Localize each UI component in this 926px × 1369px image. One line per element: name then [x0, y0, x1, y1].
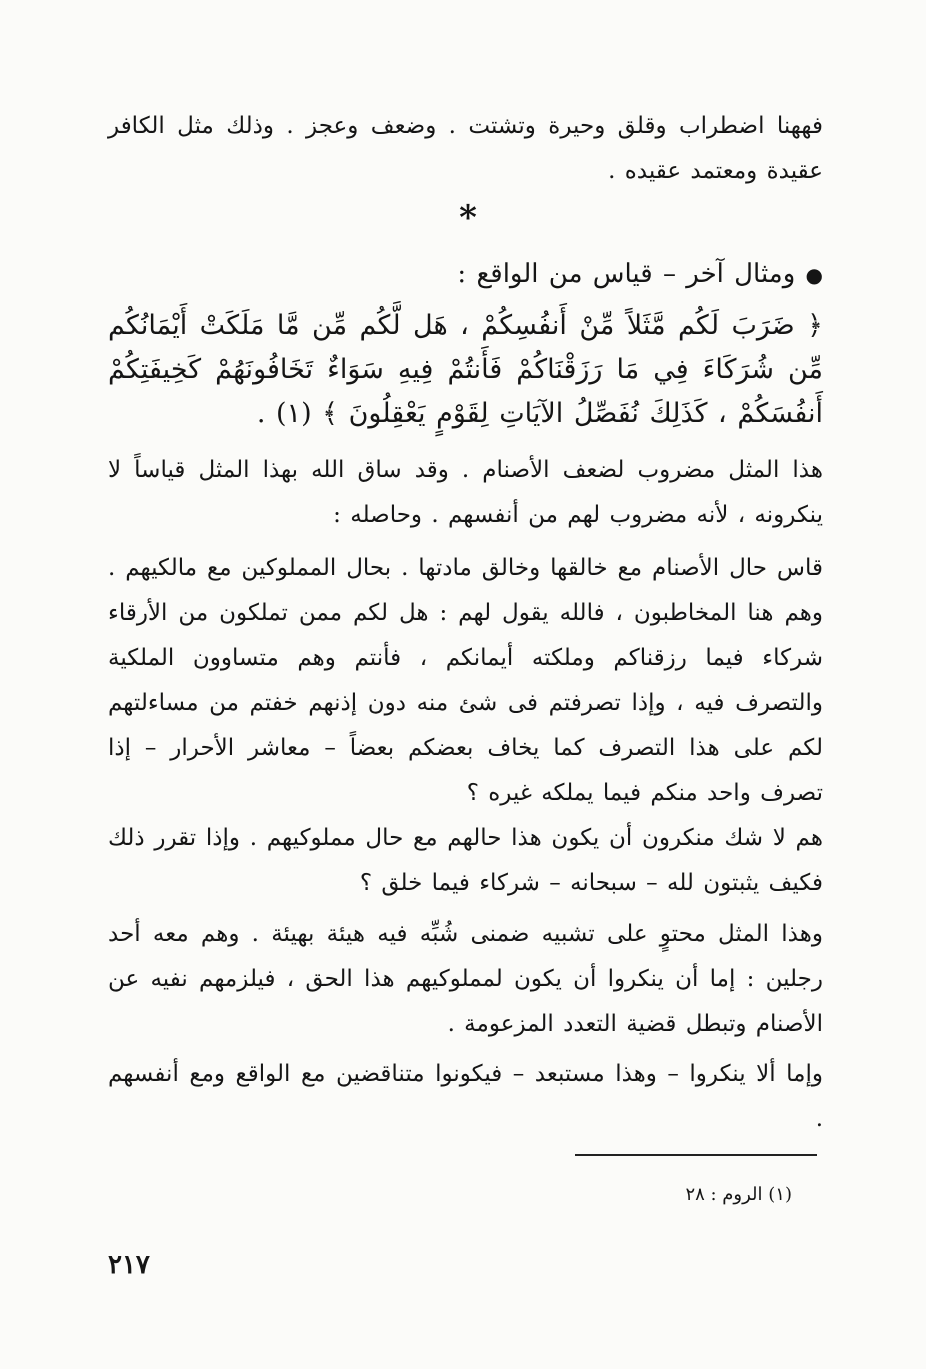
page-number: ٢١٧ [108, 1250, 150, 1280]
paragraph-intro: فههنا اضطراب وقلق وحيرة وتشتت . وضعف وعجز . وذلك مثل الكافر عقيدة ومعتمد عقيده . [108, 113, 823, 184]
bullet-icon: ● [805, 263, 823, 287]
paragraph-analogy: قاس حال الأصنام مع خالقها وخالق مادتها . بحال المملوكين مع مالكيهم . وهم هنا المخاطبون ، فالله يقول لهم : هل لكم ممن تملكون من الأرقاء شركاء فيما رزقناكم وملكته أيمانكم ، فأنتم وهم متساوون الملكية والتصرف فيه ، وإذا تصرفتم فى شئ منه دون إذنهم خفتم من مساءلتهم لكم على هذا التصرف كما يخاف بعضكم بعضاً – معاشر الأحرار – إذا تصرف واحد منكم فيما يملكه غيره ؟ [108, 555, 823, 806]
paragraph-conclusion: هم لا شك منكرون أن يكون هذا حالهم مع حال مملوكيهم . وإذا تقرر ذلك فكيف يثبتون لله – سبحانه – شركاء فيما خلق ؟ [108, 825, 823, 896]
footnote: (١) الروم : ٢٨ [685, 1184, 792, 1205]
paragraph-explanation: هذا المثل مضروب لضعف الأصنام . وقد ساق الله بهذا المثل قياساً لا ينكرونه ، لأنه مضروب لهم من أنفسهم . وحاصله : [108, 457, 823, 528]
paragraph-final: وإما ألا ينكروا – وهذا مستبعد – فيكونوا متناقضين مع الواقع ومع أنفسهم . [108, 1061, 823, 1132]
paragraph-two-options: وهذا المثل محتوٍ على تشبيه ضمنى شُبِّه فيه هيئة بهيئة . وهم معه أحد رجلين : إما أن ينكروا أن يكون لمملوكيهم هذا الحق ، فيلزمهم نفيه عن الأصنام وتبطل قضية التعدد المزعومة . [108, 921, 823, 1037]
footnote-divider [575, 1154, 817, 1156]
section-heading [108, 252, 823, 298]
quran-verse: ﴿ ضَرَبَ لَكُم مَّثَلاً مِّنْ أَنفُسِكُمْ ، هَل لَّكُم مِّن مَّا مَلَكَتْ أَيْمَانُكُم مِّن شُرَكَاءَ فِي مَا رَزَقْنَاكُمْ فَأَنتُمْ فِيهِ سَوَاءٌ تَخَافُونَهُمْ كَخِيفَتِكُمْ أَنفُسَكُمْ ، كَذَلِكَ نُفَصِّلُ الآيَاتِ لِقَوْمٍ يَعْقِلُونَ ﴾ (١) . [108, 310, 823, 429]
section-heading-text: ومثال آخر – قياس من الواقع : [457, 259, 796, 289]
section-separator-star: * [459, 198, 477, 238]
